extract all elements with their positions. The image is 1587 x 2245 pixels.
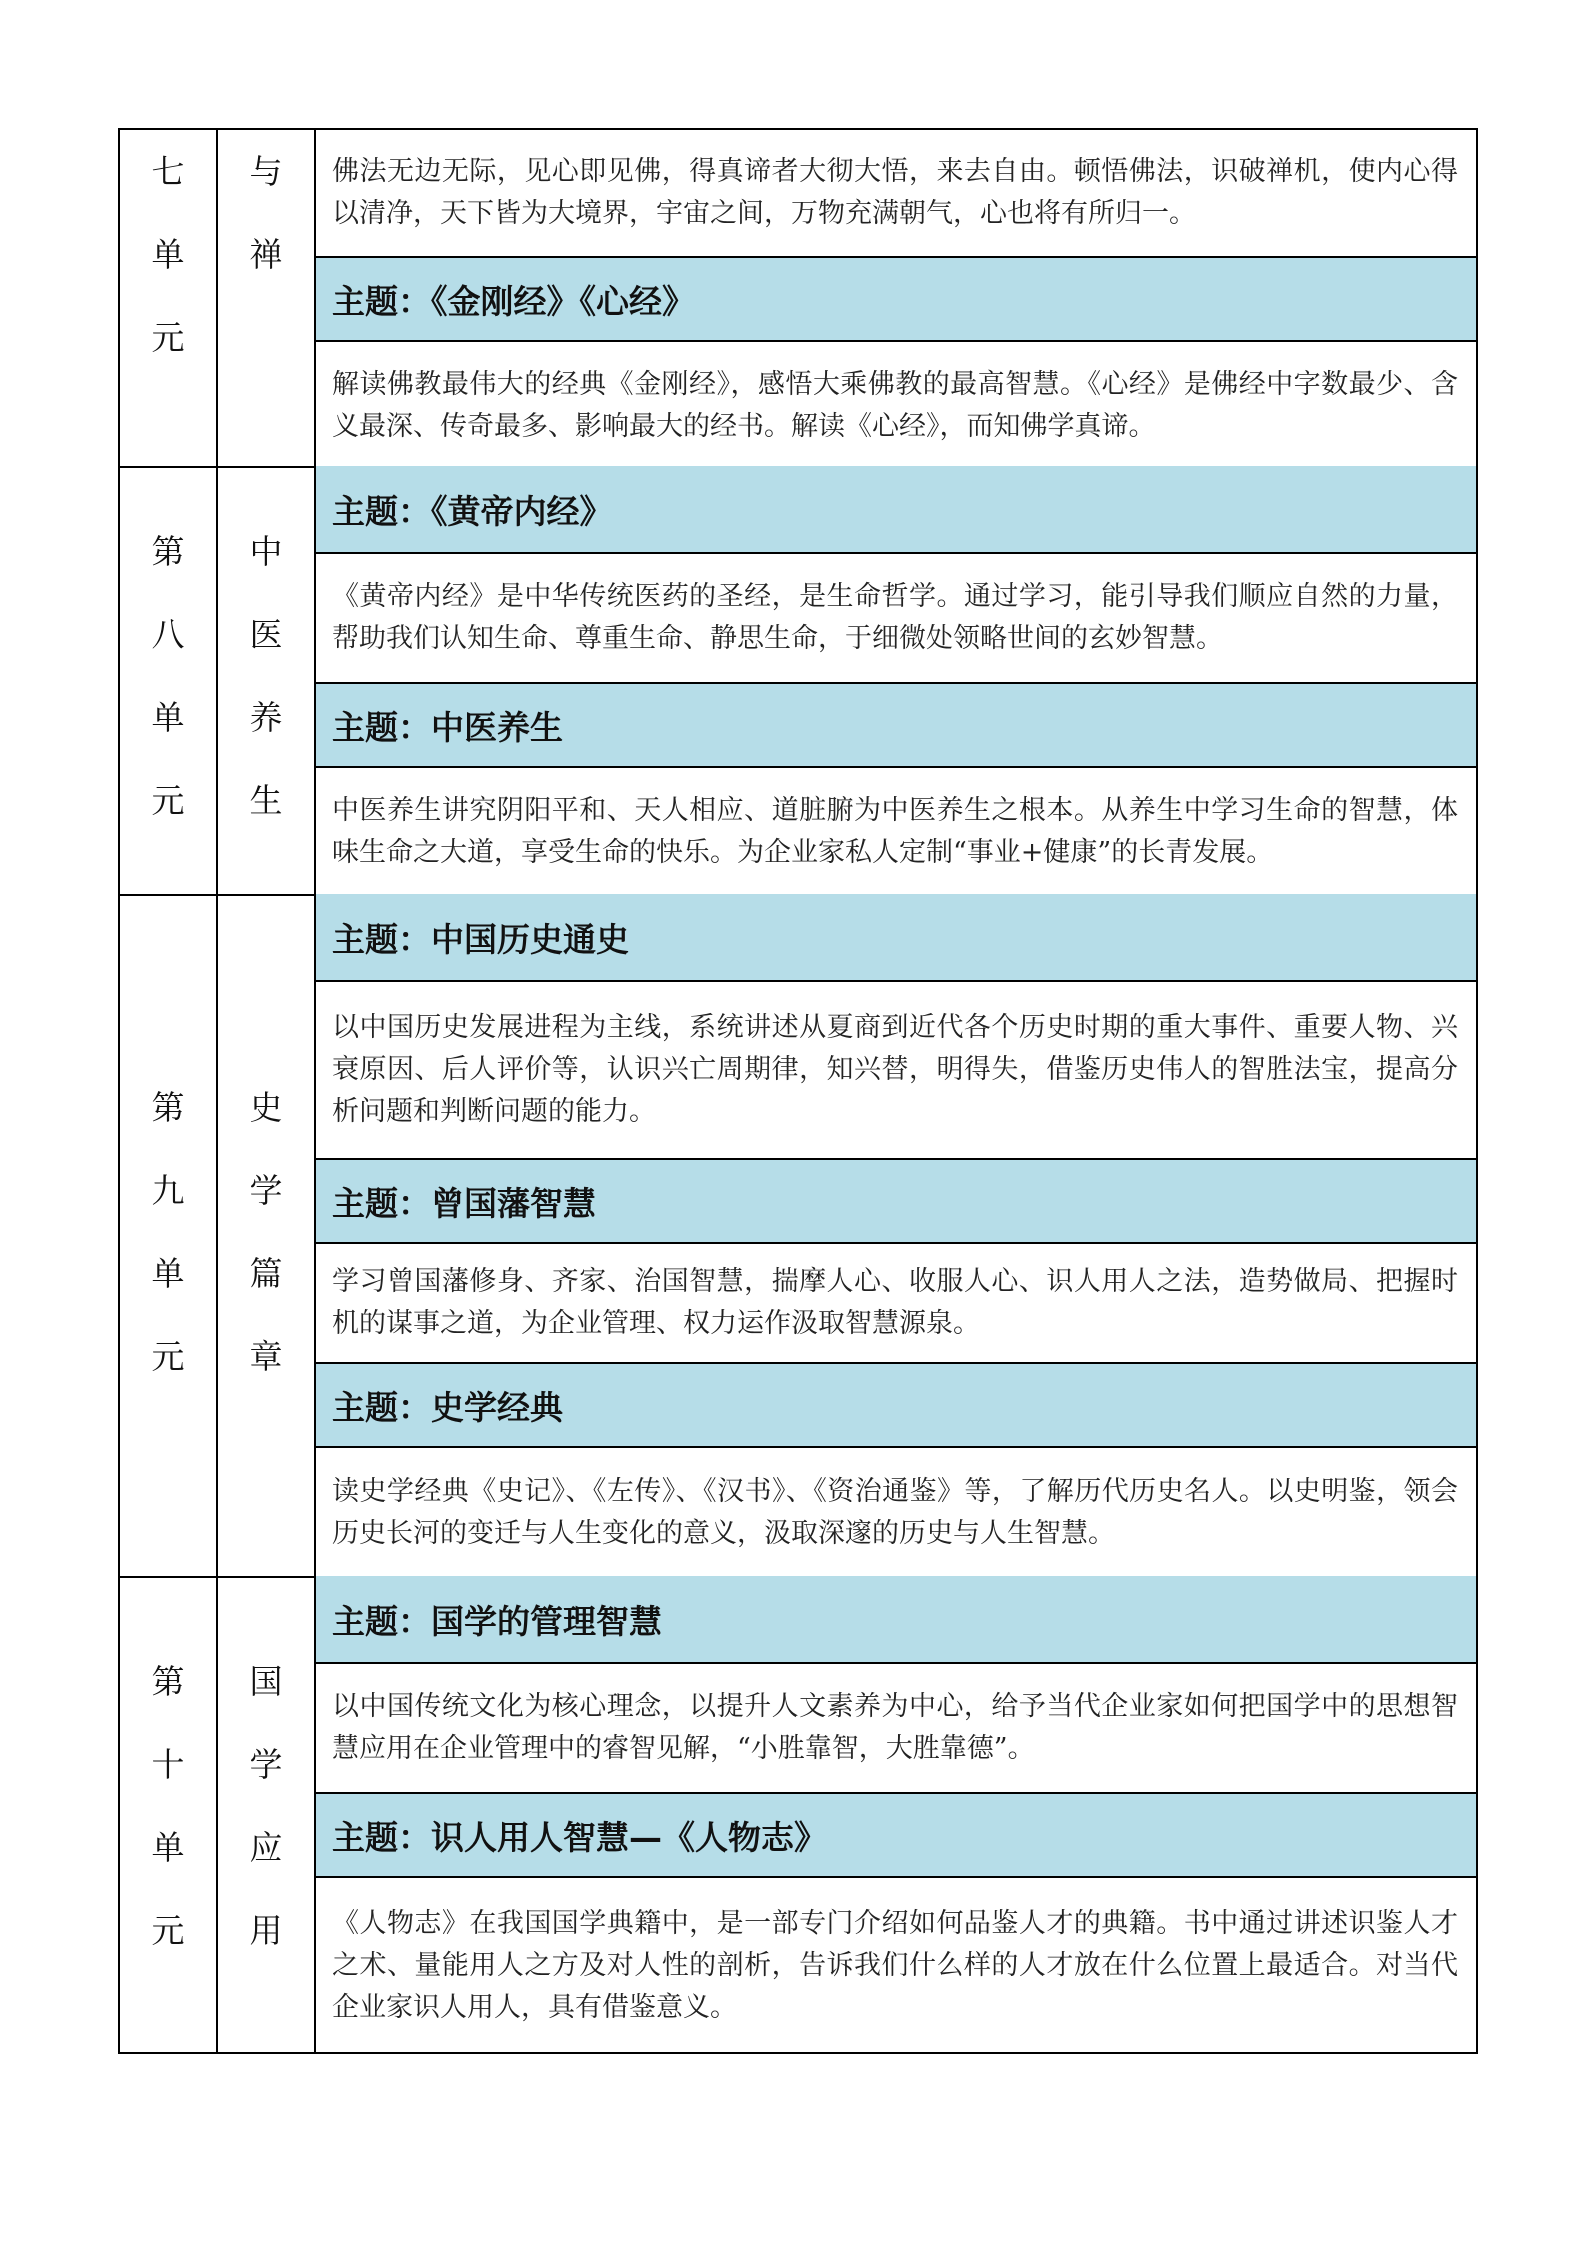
unit-number-char: 单 <box>151 698 185 737</box>
topic-description-text: 以中国传统文化为核心理念，以提升人文素养为中心，给予当代企业家如何把国学中的思想智慧应用在企业管理中的睿智见解，“小胜靠智，大胜靠德”。 <box>332 1691 1458 1764</box>
unit-section <box>118 896 1478 1578</box>
topic-title: 主题：识人用人智慧—《人物志》 <box>316 1792 1476 1878</box>
unit-name-char: 篇 <box>249 1254 283 1293</box>
unit-number-cell <box>120 896 218 1576</box>
unit-name-cell <box>218 130 316 466</box>
topic-description <box>316 1878 1476 2054</box>
unit-name-char: 学 <box>249 1171 283 1210</box>
unit-name-char: 中 <box>249 532 283 571</box>
topic-description-text: 《人物志》在我国国学典籍中，是一部专门介绍如何品鉴人才的典籍。书中通过讲述识鉴人才之术、量能用人之方及对人性的剖析，告诉我们什么样的人才放在什么位置上最适合。对当代企业家识人用人，具有借鉴意义。 <box>332 1908 1458 2023</box>
unit-name-char: 禅 <box>249 235 283 274</box>
unit-name-char: 医 <box>249 615 283 654</box>
topic-description <box>316 982 1476 1158</box>
unit-name-char: 养 <box>249 698 283 737</box>
unit-number-char: 单 <box>151 1828 185 1867</box>
unit-number-char: 第 <box>151 1088 185 1127</box>
unit-number-char: 十 <box>151 1745 185 1784</box>
unit-number-char: 单 <box>151 1254 185 1293</box>
unit-number-char: 元 <box>151 781 185 820</box>
unit-number-char: 单 <box>151 235 185 274</box>
unit-content <box>316 896 1476 1576</box>
topic-description-text: 以中国历史发展进程为主线，系统讲述从夏商到近代各个历史时期的重大事件、重要人物、兴衰原因、后人评价等，认识兴亡周期律，知兴替，明得失，借鉴历史伟人的智胜法宝，提高分析问题和判断问题的能力。 <box>332 1012 1458 1127</box>
topic-description <box>316 130 1476 256</box>
unit-content <box>316 1578 1476 2052</box>
unit-number-char: 八 <box>151 615 185 654</box>
unit-number-cell <box>120 468 218 894</box>
unit-name-char: 史 <box>249 1088 283 1127</box>
unit-name-char: 应 <box>249 1828 283 1867</box>
topic-title: 主题：中国历史通史 <box>316 894 1476 982</box>
unit-name-cell <box>218 1578 316 2052</box>
unit-name-cell <box>218 468 316 894</box>
topic-title: 主题：史学经典 <box>316 1362 1476 1448</box>
topic-description-text: 《黄帝内经》是中华传统医药的圣经，是生命哲学。通过学习，能引导我们顺应自然的力量，帮助我们认知生命、尊重生命、静思生命，于细微处领略世间的玄妙智慧。 <box>332 581 1458 654</box>
topic-description-text: 读史学经典《史记》、《左传》、《汉书》、《资治通鉴》等，了解历代历史名人。以史明鉴，领会历史长河的变迁与人生变化的意义，汲取深邃的历史与人生智慧。 <box>332 1476 1458 1549</box>
unit-section <box>118 128 1478 468</box>
topic-title: 主题：中医养生 <box>316 682 1476 768</box>
unit-name-char: 生 <box>249 781 283 820</box>
topic-description <box>316 1448 1476 1578</box>
topic-description <box>316 1664 1476 1792</box>
topic-description <box>316 1244 1476 1362</box>
unit-section <box>118 1578 1478 2054</box>
unit-name-char: 用 <box>249 1911 283 1950</box>
topic-description <box>316 768 1476 896</box>
unit-name-cell <box>218 896 316 1576</box>
unit-number-cell <box>120 1578 218 2052</box>
topic-description-text: 学习曾国藩修身、齐家、治国智慧，揣摩人心、收服人心、识人用人之法，造势做局、把握时机的谋事之道，为企业管理、权力运作汲取智慧源泉。 <box>332 1266 1458 1339</box>
unit-content <box>316 468 1476 894</box>
topic-description <box>316 554 1476 682</box>
topic-title: 主题：国学的管理智慧 <box>316 1576 1476 1664</box>
unit-number-char: 元 <box>151 1337 185 1376</box>
unit-number-char: 七 <box>151 152 185 191</box>
unit-number-char: 元 <box>151 1911 185 1950</box>
topic-description-text: 解读佛教最伟大的经典《金刚经》，感悟大乘佛教的最高智慧。《心经》是佛经中字数最少、含义最深、传奇最多、影响最大的经书。解读《心经》，而知佛学真谛。 <box>332 369 1458 442</box>
unit-number-char: 九 <box>151 1171 185 1210</box>
unit-number-char: 元 <box>151 318 185 357</box>
topic-description <box>316 342 1476 470</box>
topic-title: 主题：曾国藩智慧 <box>316 1158 1476 1244</box>
unit-number-char: 第 <box>151 1662 185 1701</box>
unit-name-char: 学 <box>249 1745 283 1784</box>
unit-section <box>118 468 1478 896</box>
unit-name-char: 章 <box>249 1337 283 1376</box>
unit-number-char: 第 <box>151 532 185 571</box>
unit-number-cell <box>120 130 218 466</box>
unit-content <box>316 130 1476 466</box>
topic-title: 主题：《金刚经》《心经》 <box>316 256 1476 342</box>
topic-description-text: 中医养生讲究阴阳平和、天人相应、道脏腑为中医养生之根本。从养生中学习生命的智慧，体味生命之大道，享受生命的快乐。为企业家私人定制“事业+健康”的长青发展。 <box>332 795 1458 868</box>
unit-name-char: 与 <box>249 152 283 191</box>
unit-name-char: 国 <box>249 1662 283 1701</box>
topic-title: 主题：《黄帝内经》 <box>316 466 1476 554</box>
unit-intro-text: 佛法无边无际，见心即见佛，得真谛者大彻大悟，来去自由。顿悟佛法，识破禅机，使内心得以清净，天下皆为大境界，宇宙之间，万物充满朝气，心也将有所归一。 <box>332 156 1458 229</box>
